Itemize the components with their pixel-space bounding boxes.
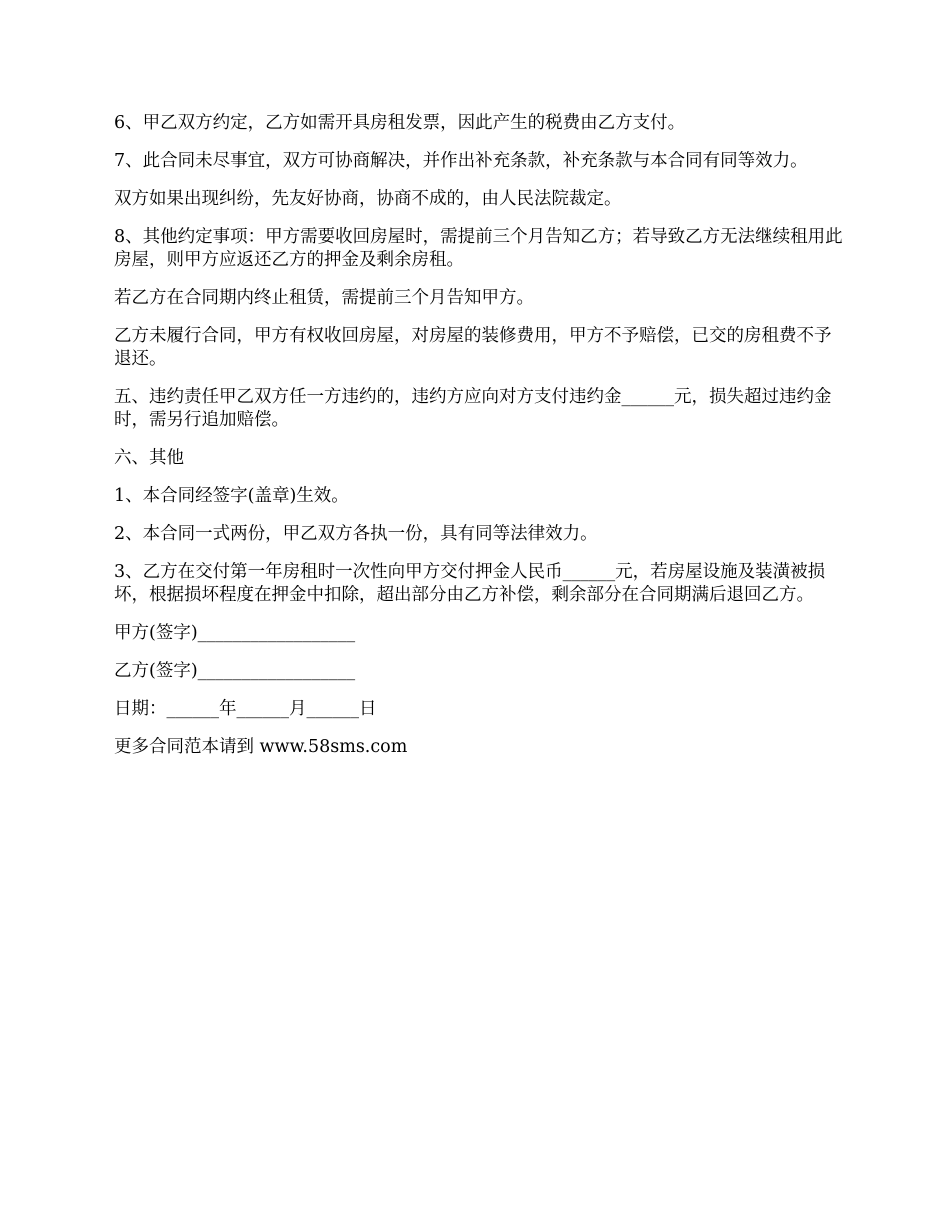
party-b-signature: 乙方(签字)__________________ [114,661,356,681]
footer-website-note: 更多合同范本请到 www.58sms.com [114,737,408,757]
party-a-signature: 甲方(签字)__________________ [114,623,356,643]
other-item-1: 1、本合同经签字(盖章)生效。 [114,486,349,506]
section-5-breach-liability: 五、违约责任甲乙双方任一方违约的，违约方应向对方支付违约金______元，损失超过违约金时，需另行追加赔偿。 [114,387,832,430]
date-line: 日期：______年______月______日 [114,699,377,719]
clause-7-supplementary-terms: 7、此合同未尽事宜，双方可协商解决，并作出补充条款，补充条款与本合同有同等效力。 [114,151,808,171]
early-termination-notice: 若乙方在合同期内终止租赁，需提前三个月告知甲方。 [114,288,534,308]
document-body [114,112,844,774]
non-performance-clause: 乙方未履行合同，甲方有权收回房屋，对房屋的装修费用，甲方不予赔偿，已交的房租费不予退还。 [114,326,832,369]
other-item-3-deposit: 3、乙方在交付第一年房租时一次性向甲方交付押金人民币______元，若房屋设施及装潢被损坏，根据损坏程度在押金中扣除，超出部分由乙方补偿，剩余部分在合同期满后退回乙方。 [114,562,826,605]
clause-8-other-terms: 8、其他约定事项：甲方需要收回房屋时，需提前三个月告知乙方；若导致乙方无法继续租用此房屋，则甲方应返还乙方的押金及剩余房租。 [114,227,843,270]
dispute-resolution: 双方如果出现纠纷，先友好协商，协商不成的，由人民法院裁定。 [114,189,622,209]
other-item-2: 2、本合同一式两份，甲乙双方各执一份，具有同等法律效力。 [114,524,598,544]
clause-6-invoice-tax: 6、甲乙双方约定，乙方如需开具房租发票，因此产生的税费由乙方支付。 [114,113,686,133]
section-6-heading: 六、其他 [114,448,184,468]
